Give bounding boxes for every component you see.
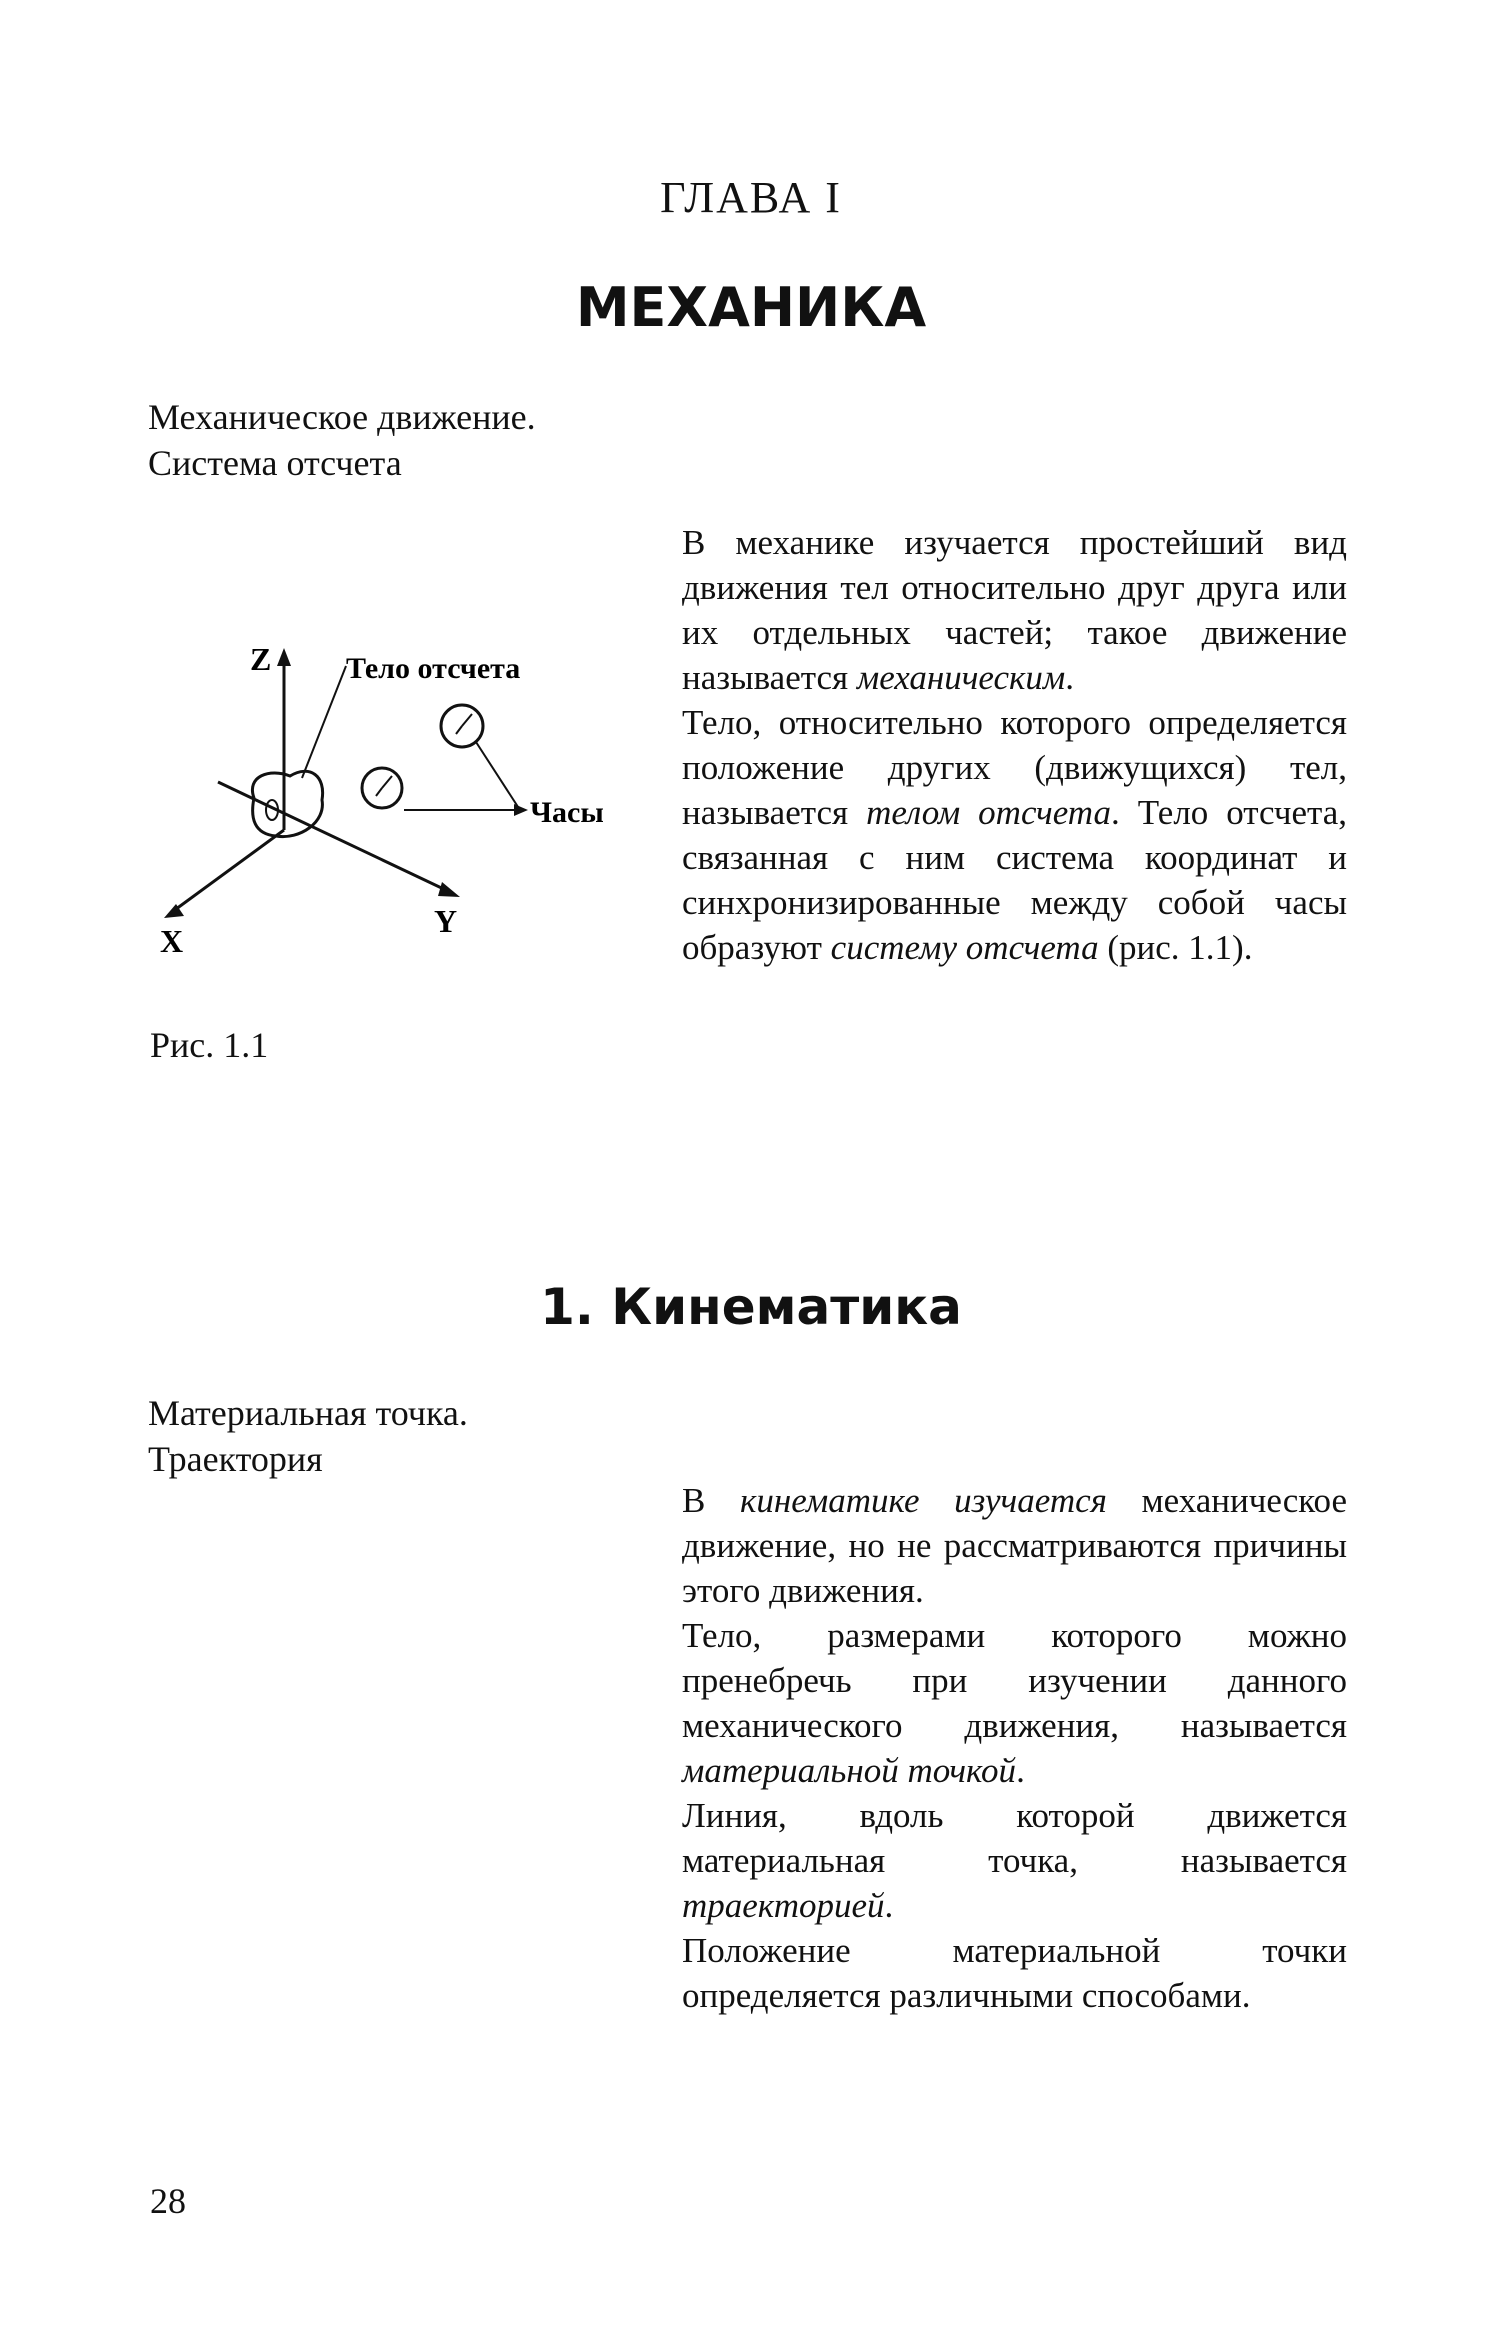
paragraph: Линия, вдоль которой движется материальная точка, называется траекторией.	[682, 1796, 1347, 1925]
paragraph: Тело, относительно которого определяется положение других (движущихся) тел, называется телом отсчета. Тело отсчета, связанная с ним система координат и синхронизированные между собой часы образуют систему отсчета (рис. 1.1).	[682, 703, 1347, 967]
body-leader-line	[302, 666, 346, 778]
paragraph: В кинематике изучается механическое движение, но не рассматриваются причины этого движения.	[682, 1481, 1347, 1610]
sidehead-material-point: Материальная точка. Траектория	[148, 1393, 468, 1479]
axis-y-label: Y	[434, 903, 458, 939]
figure-caption: Рис. 1.1	[150, 1025, 269, 1065]
section-title: 1. Кинематика	[540, 1278, 962, 1336]
paragraph-reference-frame	[682, 520, 1347, 970]
chapter-title: МЕХАНИКА	[575, 276, 927, 339]
axis-z-label: Z	[250, 641, 272, 677]
clock-icon-1	[362, 768, 402, 808]
body-label: Тело отсчета	[346, 652, 521, 685]
page-number: 28	[150, 2181, 186, 2221]
sidehead-mechanical-motion: Механическое движение. Система отсчета	[148, 397, 536, 483]
clock-icon-2	[441, 705, 483, 747]
paragraph-kinematics	[682, 1478, 1347, 2018]
axis-x-label: X	[160, 923, 184, 959]
paragraph: В механике изучается простейший вид движения тел относительно друг друга или их отдельных частей; такое движение называется механическим.	[682, 523, 1347, 697]
paragraph: Тело, размерами которого можно пренебречь при изучении данного механического движения, называется материальной точкой.	[682, 1616, 1347, 1790]
figure-reference-frame	[150, 630, 630, 970]
z-axis-arrow	[277, 648, 291, 666]
chapter-label: ГЛАВА I	[660, 173, 842, 222]
clock-leader-arrow	[514, 804, 528, 816]
x-axis	[172, 830, 284, 912]
y-axis-arrow	[438, 882, 460, 897]
clock-leader-line-2	[476, 742, 520, 810]
paragraph: Положение материальной точки определяется различными способами.	[682, 1931, 1347, 2015]
clock-label: Часы	[530, 796, 604, 829]
